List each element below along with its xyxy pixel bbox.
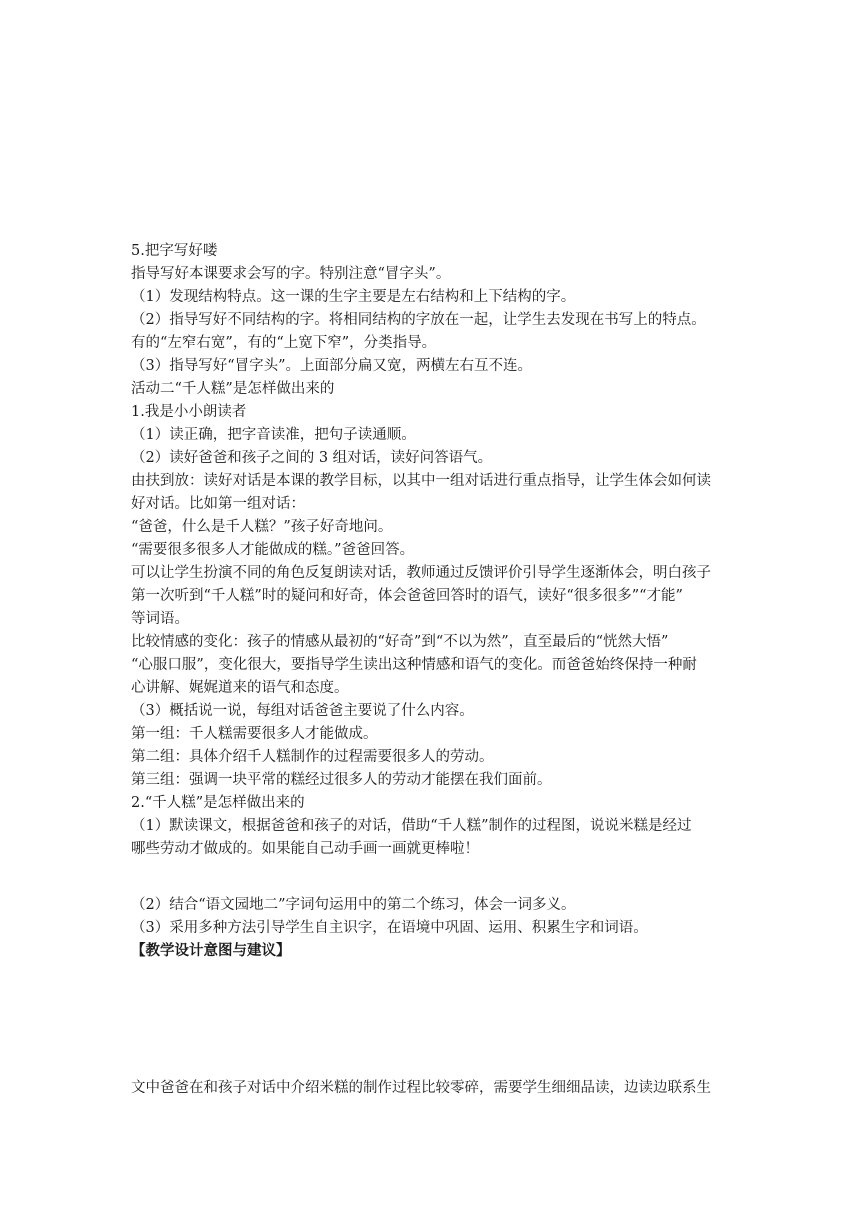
paragraph-line: 哪些劳动才做成的。如果能自己动手画一画就更棒啦！: [131, 841, 479, 857]
paragraph-line: “心服口服”，变化很大，要指导学生读出这种情感和语气的变化。而爸爸始终保持一种耐: [131, 657, 697, 673]
paragraph-line: 有的“左窄右宽”，有的“上宽下窄”，分类指导。: [131, 335, 437, 351]
paragraph-line: 第一次听到“千人糕”时的疑问和好奇，体会爸爸回答时的语气，读好“很多很多”“才能”: [131, 588, 683, 604]
paragraph-line: 第三组：强调一块平常的糕经过很多人的劳动才能摆在我们面前。: [131, 772, 552, 788]
paragraph-line: 等词语。: [131, 611, 189, 627]
paragraph-line: 好对话。比如第一组对话：: [131, 496, 305, 512]
paragraph-line: 可以让学生扮演不同的角色反复朗读对话，教师通过反馈评价引导学生逐渐体会，明白孩子: [131, 565, 711, 581]
paragraph-line: （2）指导写好不同结构的字。将相同结构的字放在一起，让学生去发现在书写上的特点。: [131, 312, 706, 328]
paragraph-line: 心讲解、娓娓道来的语气和态度。: [131, 680, 349, 696]
dialogue-line: “爸爸，什么是千人糕？”孩子好奇地问。: [131, 519, 393, 535]
section-heading: 2.“千人糕”是怎样做出来的: [131, 795, 305, 811]
paragraph-line: 第一组：千人糕需要很多人才能做成。: [131, 726, 378, 742]
paragraph-line: 第二组：具体介绍千人糕制作的过程需要很多人的劳动。: [131, 749, 494, 765]
paragraph-line: （3）采用多种方法引导学生自主识字，在语境中巩固、运用、积累生字和词语。: [131, 920, 648, 936]
paragraph-line: （1）发现结构特点。这一课的生字主要是左右结构和上下结构的字。: [131, 289, 576, 305]
paragraph-line: （3）概括说一说，每组对话爸爸主要说了什么内容。: [131, 703, 474, 719]
paragraph-line: （1）默读课文，根据爸爸和孩子的对话，借助“千人糕”制作的过程图，说说米糕是经过: [131, 818, 692, 834]
paragraph-line: 由扶到放：读好对话是本课的教学目标，以其中一组对话进行重点指导，让学生体会如何读: [131, 473, 711, 489]
dialogue-line: “需要很多很多人才能做成的糕。”爸爸回答。: [131, 542, 415, 558]
paragraph-line: （3）指导写好“冒字头”。上面部分扁又宽，两横左右互不连。: [131, 358, 533, 374]
paragraph-line: （2）结合“语文园地二”字词句运用中的第二个练习，体会一词多义。: [131, 897, 576, 913]
section-heading: 活动二“千人糕”是怎样做出来的: [131, 381, 335, 397]
section-heading: 5.把字写好喽: [131, 243, 218, 259]
paragraph-line: 文中爸爸在和孩子对话中介绍米糕的制作过程比较零碎，需要学生细细品读，边读边联系生: [131, 1080, 711, 1096]
paragraph-line: 指导写好本课要求会写的字。特别注意“冒字头”。: [131, 266, 451, 282]
section-heading: 【教学设计意图与建议】: [131, 942, 291, 959]
paragraph-line: （1）读正确，把字音读准，把句子读通顺。: [131, 427, 416, 443]
paragraph-line: 比较情感的变化：孩子的情感从最初的“好奇”到“不以为然”，直至最后的“恍然大悟”: [131, 634, 669, 650]
paragraph-line: （2）读好爸爸和孩子之间的 3 组对话，读好问答语气。: [131, 450, 493, 466]
section-heading: 1.我是小小朗读者: [131, 404, 247, 420]
